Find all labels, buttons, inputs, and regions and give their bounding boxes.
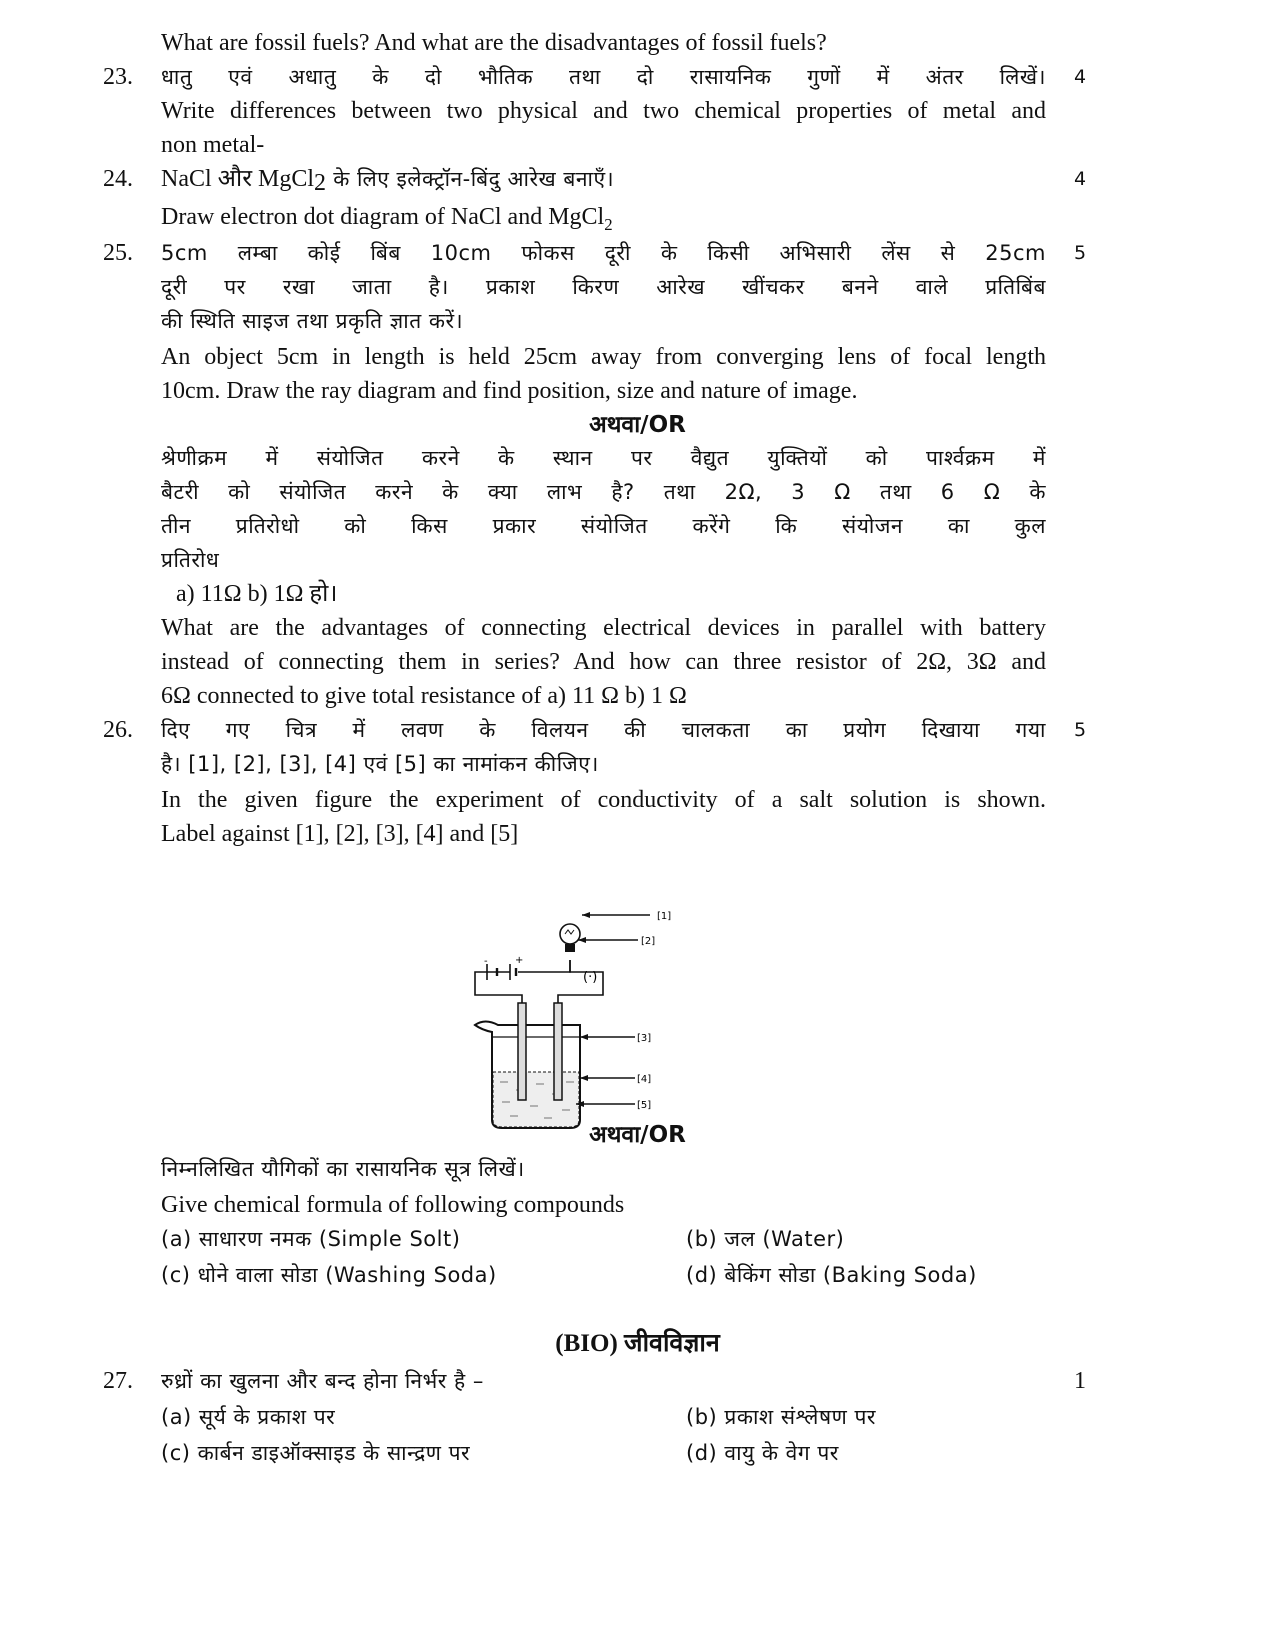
q27-option-d-text: (d) वायु के वेग पर xyxy=(686,1441,839,1465)
bulb-holder xyxy=(565,944,575,952)
q25-marks: 5 xyxy=(1074,242,1087,264)
q25-or-english-line-3: 6Ω connected to give total resistance of a) 11 Ω b) 1 Ω xyxy=(161,683,687,709)
q27-option-b-text: (b) प्रकाश संश्लेषण पर xyxy=(686,1405,876,1429)
q26-hindi-line-1: दिए गए चित्र में लवण के विलयन की चालकता का प्रयोग दिखाया गया xyxy=(161,718,1046,742)
label-4-arrowhead xyxy=(580,1075,588,1081)
q26-option-d xyxy=(686,1258,977,1295)
question-22-or-text: What are fossil fuels? And what are the disadvantages of fossil fuels? xyxy=(161,30,827,56)
q26-option-b xyxy=(686,1222,844,1259)
q25-or-heading: अथवा/OR xyxy=(589,412,686,438)
q23-english-line-1: Write differences between two physical and two chemical properties of metal and xyxy=(161,98,1046,124)
q25-hindi-line-2: दूरी पर रखा जाता है। प्रकाश किरण आरेख खींचकर बनने वाले प्रतिबिंब xyxy=(161,275,1046,299)
q24-marks: 4 xyxy=(1074,168,1087,190)
q25-or-hindi-line-2: बैटरी को संयोजित करने के क्या लाभ है? तथा 2Ω, 3 Ω तथा 6 Ω के xyxy=(161,480,1046,504)
top-wire xyxy=(518,960,570,972)
figure-label-3: [3] xyxy=(637,1033,652,1044)
q26-or-heading: अथवा/OR xyxy=(589,1122,686,1148)
q25-or-hindi-line-1: श्रेणीक्रम में संयोजित करने के स्थान पर वैद्युत युक्तियों को पार्श्वक्रम में xyxy=(161,446,1046,470)
q24-hindi-text xyxy=(161,162,1046,199)
q25-english-line-2: 10cm. Draw the ray diagram and find position, size and nature of image. xyxy=(161,378,858,404)
figure-label-4: [4] xyxy=(637,1074,652,1085)
q26-option-a xyxy=(161,1222,1046,1259)
q24-english-part: Draw electron dot diagram of NaCl and MgCl xyxy=(161,204,605,230)
q25-or-hindi-line-3: तीन प्रतिरोधो को किस प्रकार संयोजित करेंगे कि संयोजन का कुल xyxy=(161,514,1046,538)
q24-hindi-part-a: NaCl और MgCl xyxy=(161,166,315,192)
q26-english-line-1: In the given figure the experiment of conductivity of a salt solution is shown. xyxy=(161,787,1046,813)
q27-hindi-text: रुध्रों का खुलना और बन्द होना निर्भर है – xyxy=(161,1369,484,1393)
q26-or-english: Give chemical formula of following compounds xyxy=(161,1192,625,1218)
left-electrode xyxy=(518,1003,526,1100)
q26-english-line-2: Label against [1], [2], [3], [4] and [5] xyxy=(161,821,519,847)
q26-option-d-text: (d) बेकिंग सोडा (Baking Soda) xyxy=(686,1263,977,1287)
q27-option-b xyxy=(686,1400,876,1437)
q27-option-a-text: (a) सूर्य के प्रकाश पर xyxy=(161,1405,336,1429)
battery-minus-sign: - xyxy=(484,956,488,967)
q26-hindi-line-2: है। [1], [2], [3], [4] एवं [5] का नामांकन कीजिए। xyxy=(161,752,599,776)
figure-label-2: [2] xyxy=(641,936,656,947)
q27-option-d xyxy=(686,1436,839,1473)
question-number-23: 23. xyxy=(103,64,133,90)
q26-option-c-text: (c) धोने वाला सोडा (Washing Soda) xyxy=(161,1263,497,1287)
q27-marks: 1 xyxy=(1074,1368,1086,1394)
q24-english-text xyxy=(161,200,1046,234)
q23-english-line-2: non metal- xyxy=(161,132,265,158)
q25-or-hindi-line-4: प्रतिरोध xyxy=(161,548,220,572)
q25-or-english-line-2: instead of connecting them in series? And how can three resistor of 2Ω, 3Ω and xyxy=(161,649,1046,675)
q25-hindi-line-1: 5cm लम्बा कोई बिंब 10cm फोकस दूरी के किसी अभिसारी लेंस से 25cm xyxy=(161,241,1046,265)
q26-option-b-text: (b) जल (Water) xyxy=(686,1227,845,1251)
q25-english-line-1: An object 5cm in length is held 25cm away from converging lens of focal length xyxy=(161,344,1046,370)
q24-hindi-subscript: 2 xyxy=(314,170,327,197)
q24-english-subscript: 2 xyxy=(604,214,613,234)
question-number-24: 24. xyxy=(103,166,133,192)
q27-option-a xyxy=(161,1400,1046,1437)
question-number-25: 25. xyxy=(103,240,133,266)
label-3-arrowhead xyxy=(580,1034,588,1040)
switch-key-icon: (·) xyxy=(583,970,598,985)
question-number-26: 26. xyxy=(103,717,133,743)
question-number-27: 27. xyxy=(103,1368,133,1394)
bio-section-heading: (BIO) जीवविज्ञान xyxy=(555,1330,720,1357)
q25-or-hindi-options: a) 11Ω b) 1Ω हो। xyxy=(176,581,338,607)
q26-option-a-text: (a) साधारण नमक (Simple Solt) xyxy=(161,1227,461,1251)
figure-label-1: [1] xyxy=(657,911,672,922)
label-1-arrowhead xyxy=(582,912,590,918)
q25-hindi-line-3: की स्थिति साइज तथा प्रकृति ज्ञात करें। xyxy=(161,309,464,333)
q23-marks: 4 xyxy=(1074,66,1087,88)
bulb-icon xyxy=(560,924,580,944)
q27-option-c xyxy=(161,1436,1046,1473)
conductivity-experiment-figure xyxy=(460,900,700,1140)
q23-hindi-text: धातु एवं अधातु के दो भौतिक तथा दो रासायनिक गुणों में अंतर लिखें। xyxy=(161,65,1046,89)
figure-label-5: [5] xyxy=(637,1100,652,1111)
q25-or-english-line-1: What are the advantages of connecting electrical devices in parallel with battery xyxy=(161,615,1046,641)
q27-option-c-text: (c) कार्बन डाइऑक्साइड के सान्द्रण पर xyxy=(161,1441,471,1465)
q26-or-hindi: निम्नलिखित यौगिकों का रासायनिक सूत्र लिखें। xyxy=(161,1157,525,1181)
q24-hindi-part-b: के लिए इलेक्ट्रॉन-बिंदु आरेख बनाएँ। xyxy=(326,167,615,191)
q26-marks: 5 xyxy=(1074,719,1087,741)
right-electrode xyxy=(554,1003,562,1100)
battery-plus-sign: + xyxy=(515,955,524,966)
